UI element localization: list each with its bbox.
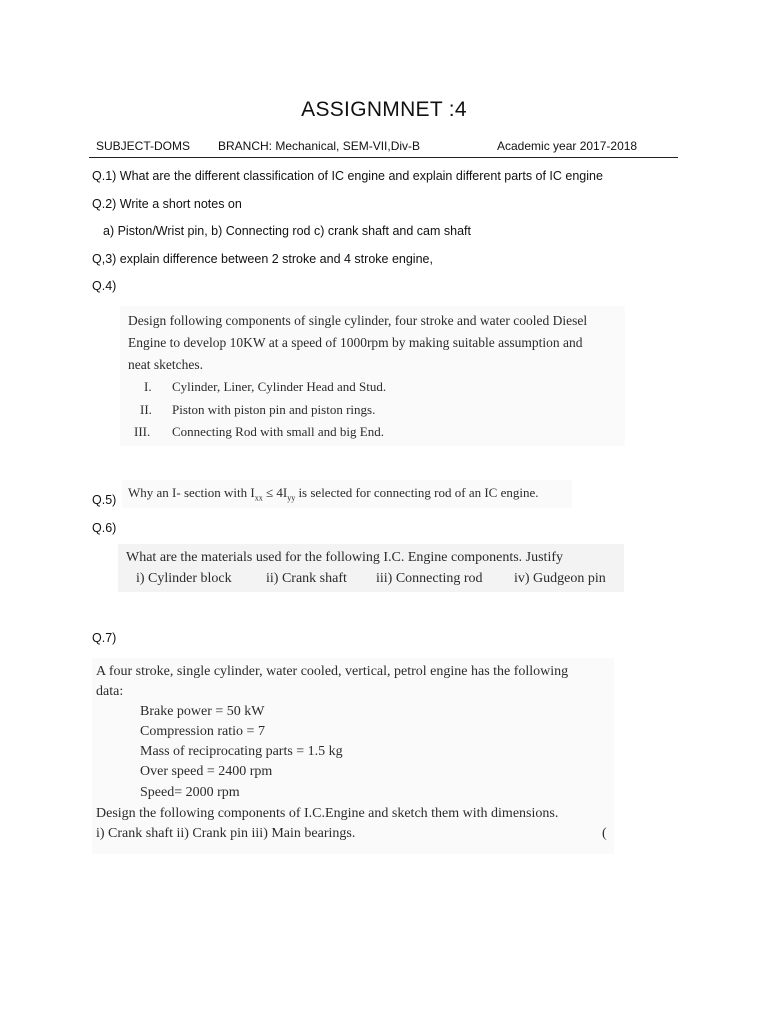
question-1: Q.1) What are the different classification of IC engine and explain different parts of IC engine (92, 169, 603, 183)
q7-line-1: A four stroke, single cylinder, water cooled, vertical, petrol engine has the following (96, 664, 569, 679)
q7-data-item: Over speed = 2400 rpm (140, 764, 273, 779)
q7-design-line: Design the following components of I.C.Engine and sketch them with dimensions. (96, 806, 559, 821)
q4-item-text: Cylinder, Liner, Cylinder Head and Stud. (172, 379, 387, 394)
question-4-scan (120, 306, 625, 446)
q7-data-item: Mass of reciprocating parts = 1.5 kg (140, 744, 343, 759)
q6-part: ii) Crank shaft (266, 571, 347, 586)
q6-part: iii) Connecting rod (376, 571, 483, 586)
q4-line-2: Engine to develop 10KW at a speed of 1000rpm by making suitable assumption and (128, 335, 583, 350)
q6-part: i) Cylinder block (136, 571, 232, 586)
question-7-label: Q.7) (92, 631, 117, 645)
q7-data-item: Compression ratio = 7 (140, 724, 265, 739)
q4-item-num: II. (140, 402, 152, 417)
q6-part: iv) Gudgeon pin (514, 571, 606, 586)
q7-data-item: Brake power = 50 kW (140, 704, 265, 719)
q4-item-num: I. (144, 379, 152, 394)
q4-item-num: III. (134, 424, 151, 439)
q7-line-2: data: (96, 684, 124, 699)
q4-item-text: Piston with piston pin and piston rings. (172, 402, 376, 417)
assignment-title: ASSIGNMNET :4 (301, 98, 467, 121)
q6-line-1: What are the materials used for the following I.C. Engine components. Justify (126, 550, 564, 565)
question-6-label: Q.6) (92, 521, 117, 535)
q5-text: Why an I- section with $I_{xx} \le 4I_{yy}$ is selected for connecting rod of an IC engine. (128, 485, 539, 503)
academic-year-label: Academic year 2017-2018 (497, 139, 638, 153)
question-3: Q,3) explain difference between 2 stroke and 4 stroke engine, (92, 252, 433, 266)
q7-parts-line: i) Crank shaft ii) Crank pin iii) Main bearings. (96, 826, 356, 841)
subject-label: SUBJECT-DOMS (96, 139, 191, 153)
q4-item-text: Connecting Rod with small and big End. (172, 424, 384, 439)
question-6-scan (118, 544, 624, 592)
q7-data-item: Speed= 2000 rpm (140, 785, 240, 800)
question-5-scan (122, 480, 572, 508)
branch-label: BRANCH: Mechanical, SEM-VII,Div-B (218, 139, 421, 153)
q4-line-1: Design following components of single cylinder, four stroke and water cooled Diesel (128, 313, 588, 328)
question-4-label: Q.4) (92, 279, 117, 293)
q7-edge-mark: ( (602, 826, 607, 841)
question-7-scan (92, 658, 614, 854)
question-2-subparts: a) Piston/Wrist pin, b) Connecting rod c) crank shaft and cam shaft (103, 224, 471, 238)
q4-line-3: neat sketches. (128, 357, 203, 372)
header-divider (89, 157, 678, 158)
question-5-label: Q.5) (92, 493, 117, 507)
question-2: Q.2) Write a short notes on (92, 197, 242, 211)
